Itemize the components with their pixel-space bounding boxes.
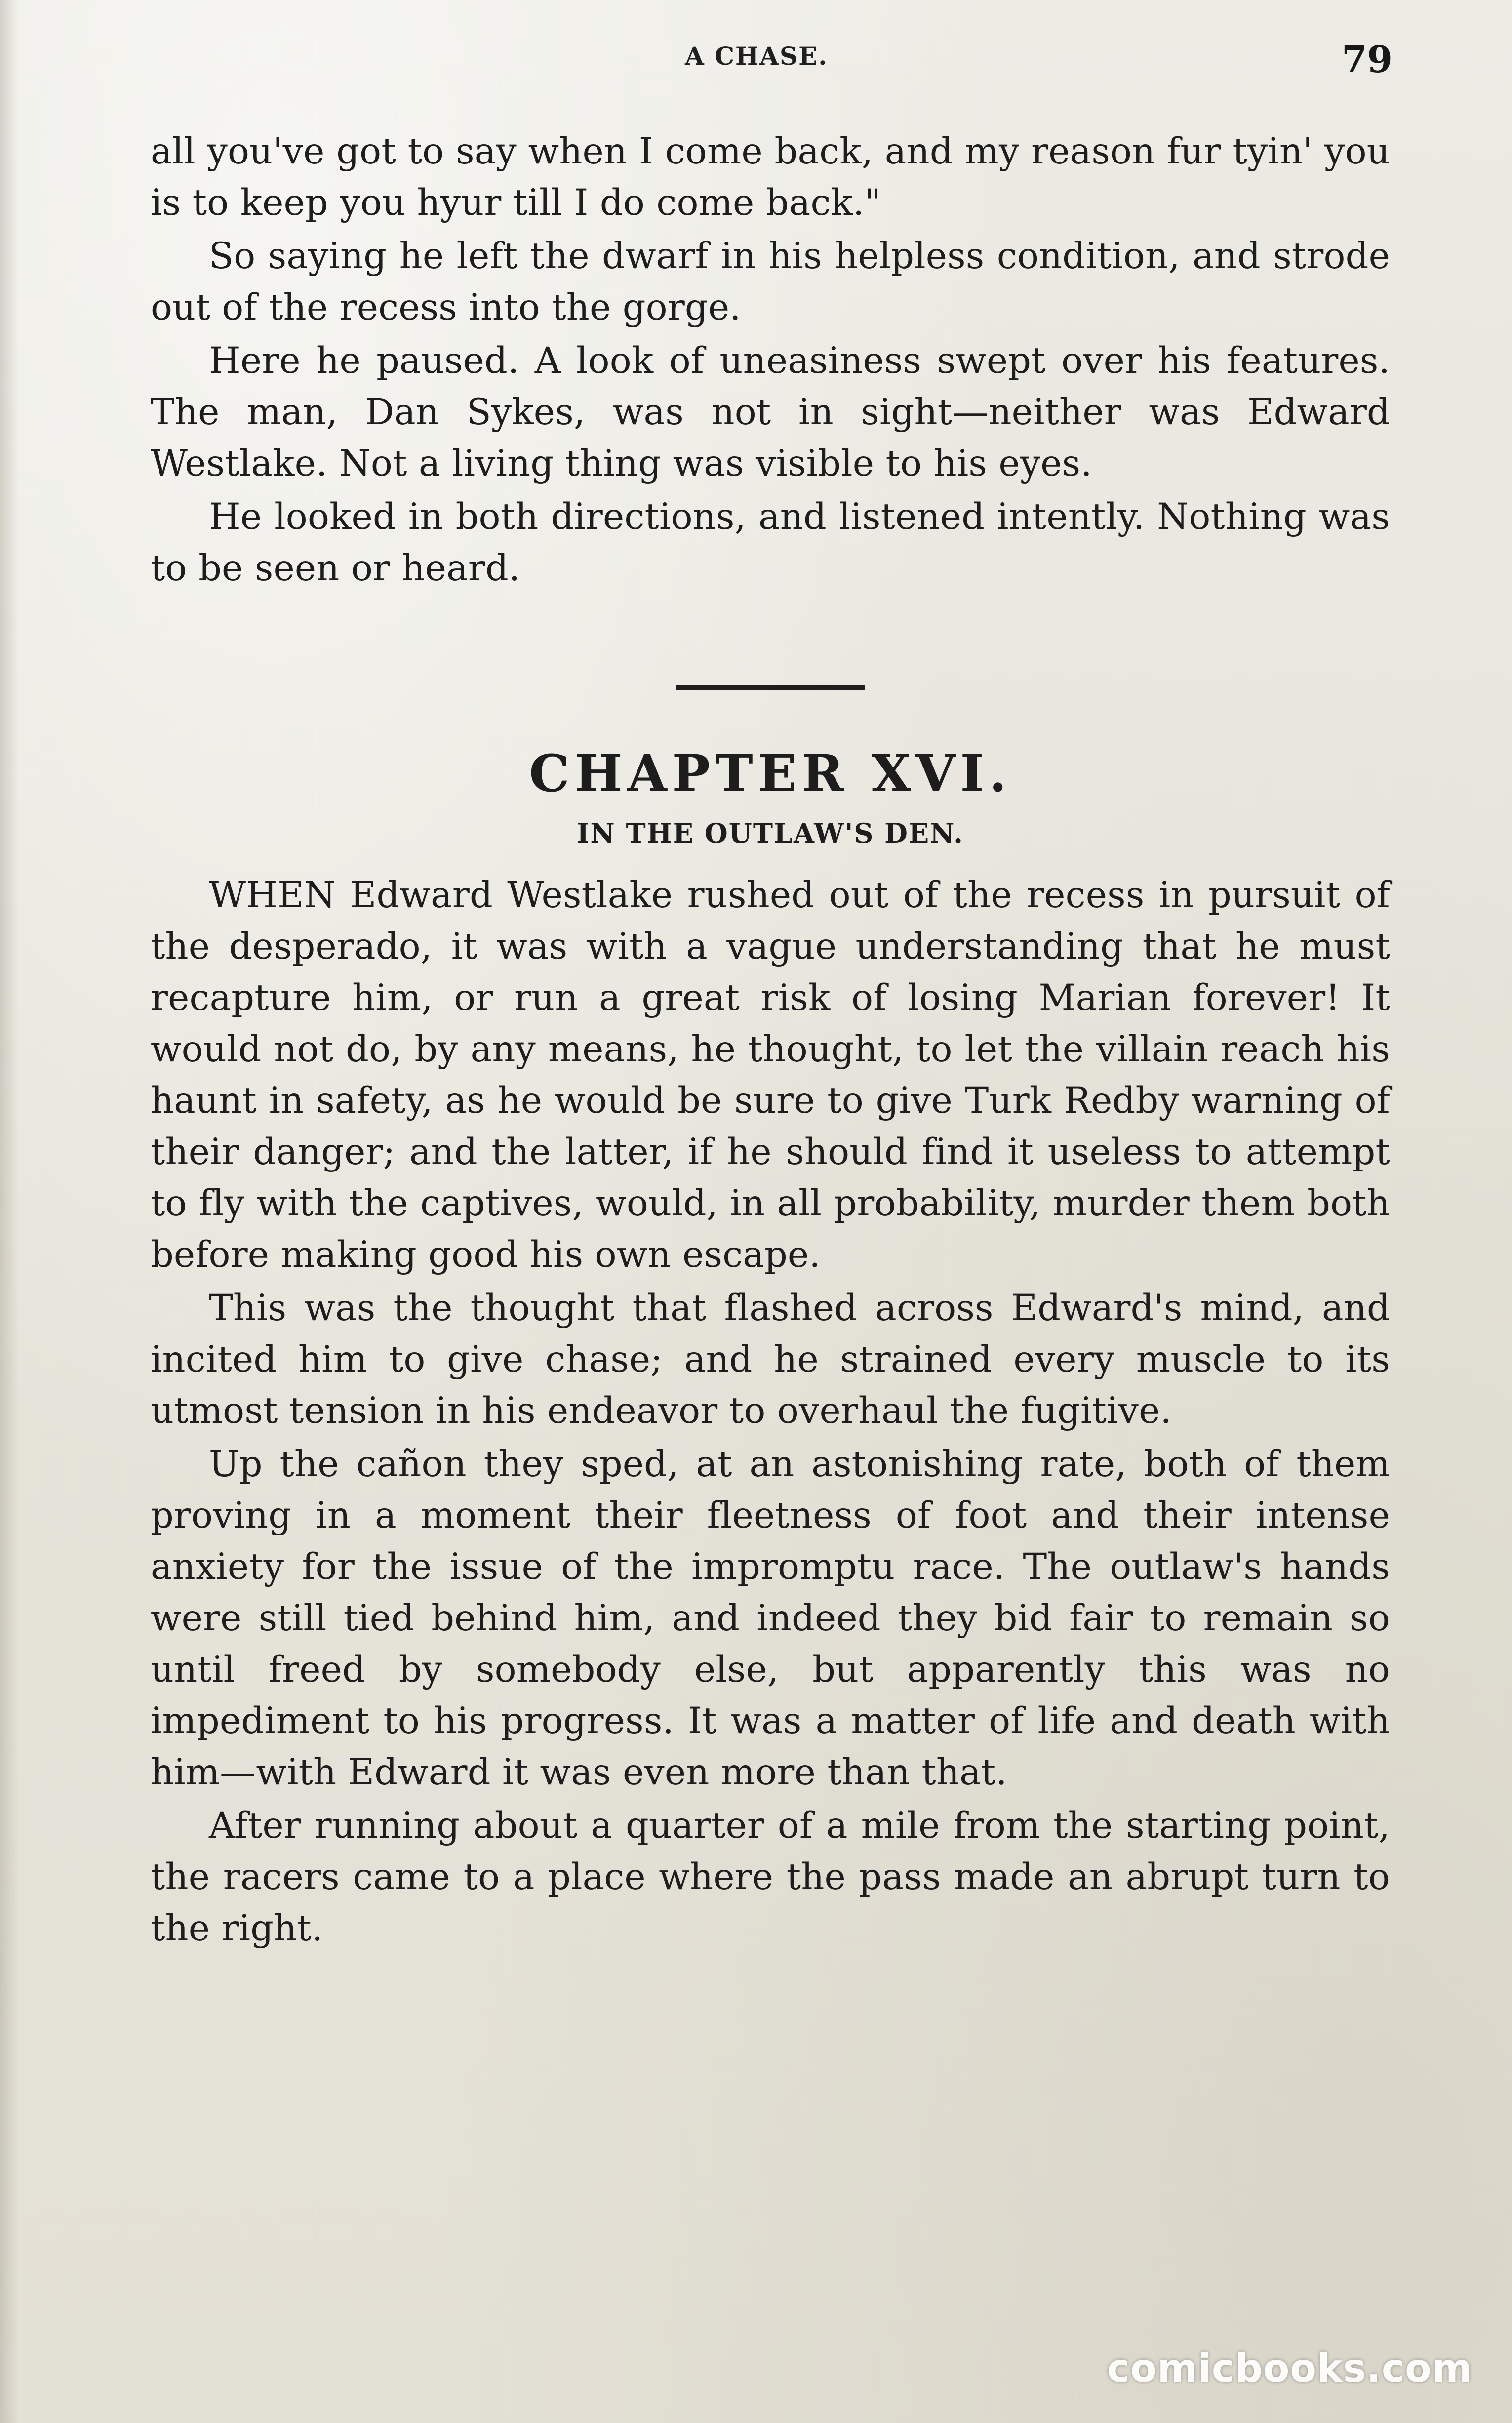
paragraph: WHEN Edward Westlake rushed out of the recess in pursuit of the desperado, it was with a vague understanding that he must recapture him, or run a great risk of losing Marian forever! It would not do, by any means, he thought, to let the villain reach his haunt in safety, as he would be sure to give Turk Redby warning of their danger; and the latter, if he should find it useless to attempt to fly with the captives, would, in all probability, murder them both before making good his own escape. (151, 874, 1390, 1276)
chapter-title: CHAPTER XVI. (529, 744, 1012, 804)
paragraph: Up the cañon they sped, at an astonishing rate, both of them proving in a moment their fleetness of foot and their intense anxiety for the issue of the impromptu race. The outlaw's hands were still tied behind him, and indeed they bid fair to remain so until freed by somebody else, but apparently this was no impediment to his progress. It was a matter of life and death with him—with Edward it was even more than that. (151, 1443, 1390, 1793)
paragraph: So saying he left the dwarf in his helpless condition, and strode out of the recess into the gorge. (151, 235, 1390, 328)
paragraph: This was the thought that flashed across Edward's mind, and incited him to give chase; and he strained every muscle to its utmost tension in his endeavor to overhaul the fugitive. (151, 1287, 1390, 1432)
page-number: 79 (1342, 39, 1393, 81)
paragraph-continued: all you've got to say when I come back, and my reason fur tyin' you is to keep you hyur till I do come back." (151, 130, 1390, 224)
page-header (146, 39, 1393, 85)
chapter-subtitle: IN THE OUTLAW'S DEN. (577, 817, 964, 849)
paragraph: Here he paused. A look of uneasiness swept over his features. The man, Dan Sykes, was not in sight—neither was Edward Westlake. Not a living thing was visible to his eyes. (151, 340, 1390, 485)
paragraph: He looked in both directions, and listened intently. Nothing was to be seen or heard. (151, 496, 1390, 589)
chapter-divider-rule (676, 685, 865, 690)
site-watermark: comicbooks.com (1107, 2346, 1472, 2391)
paragraph: After running about a quarter of a mile from the starting point, the racers came to a place where the pass made an abrupt turn to the right. (151, 1805, 1390, 1949)
page-edge-shadow (0, 0, 19, 2423)
running-head: A CHASE. (685, 41, 828, 71)
page-text (151, 126, 1390, 1956)
